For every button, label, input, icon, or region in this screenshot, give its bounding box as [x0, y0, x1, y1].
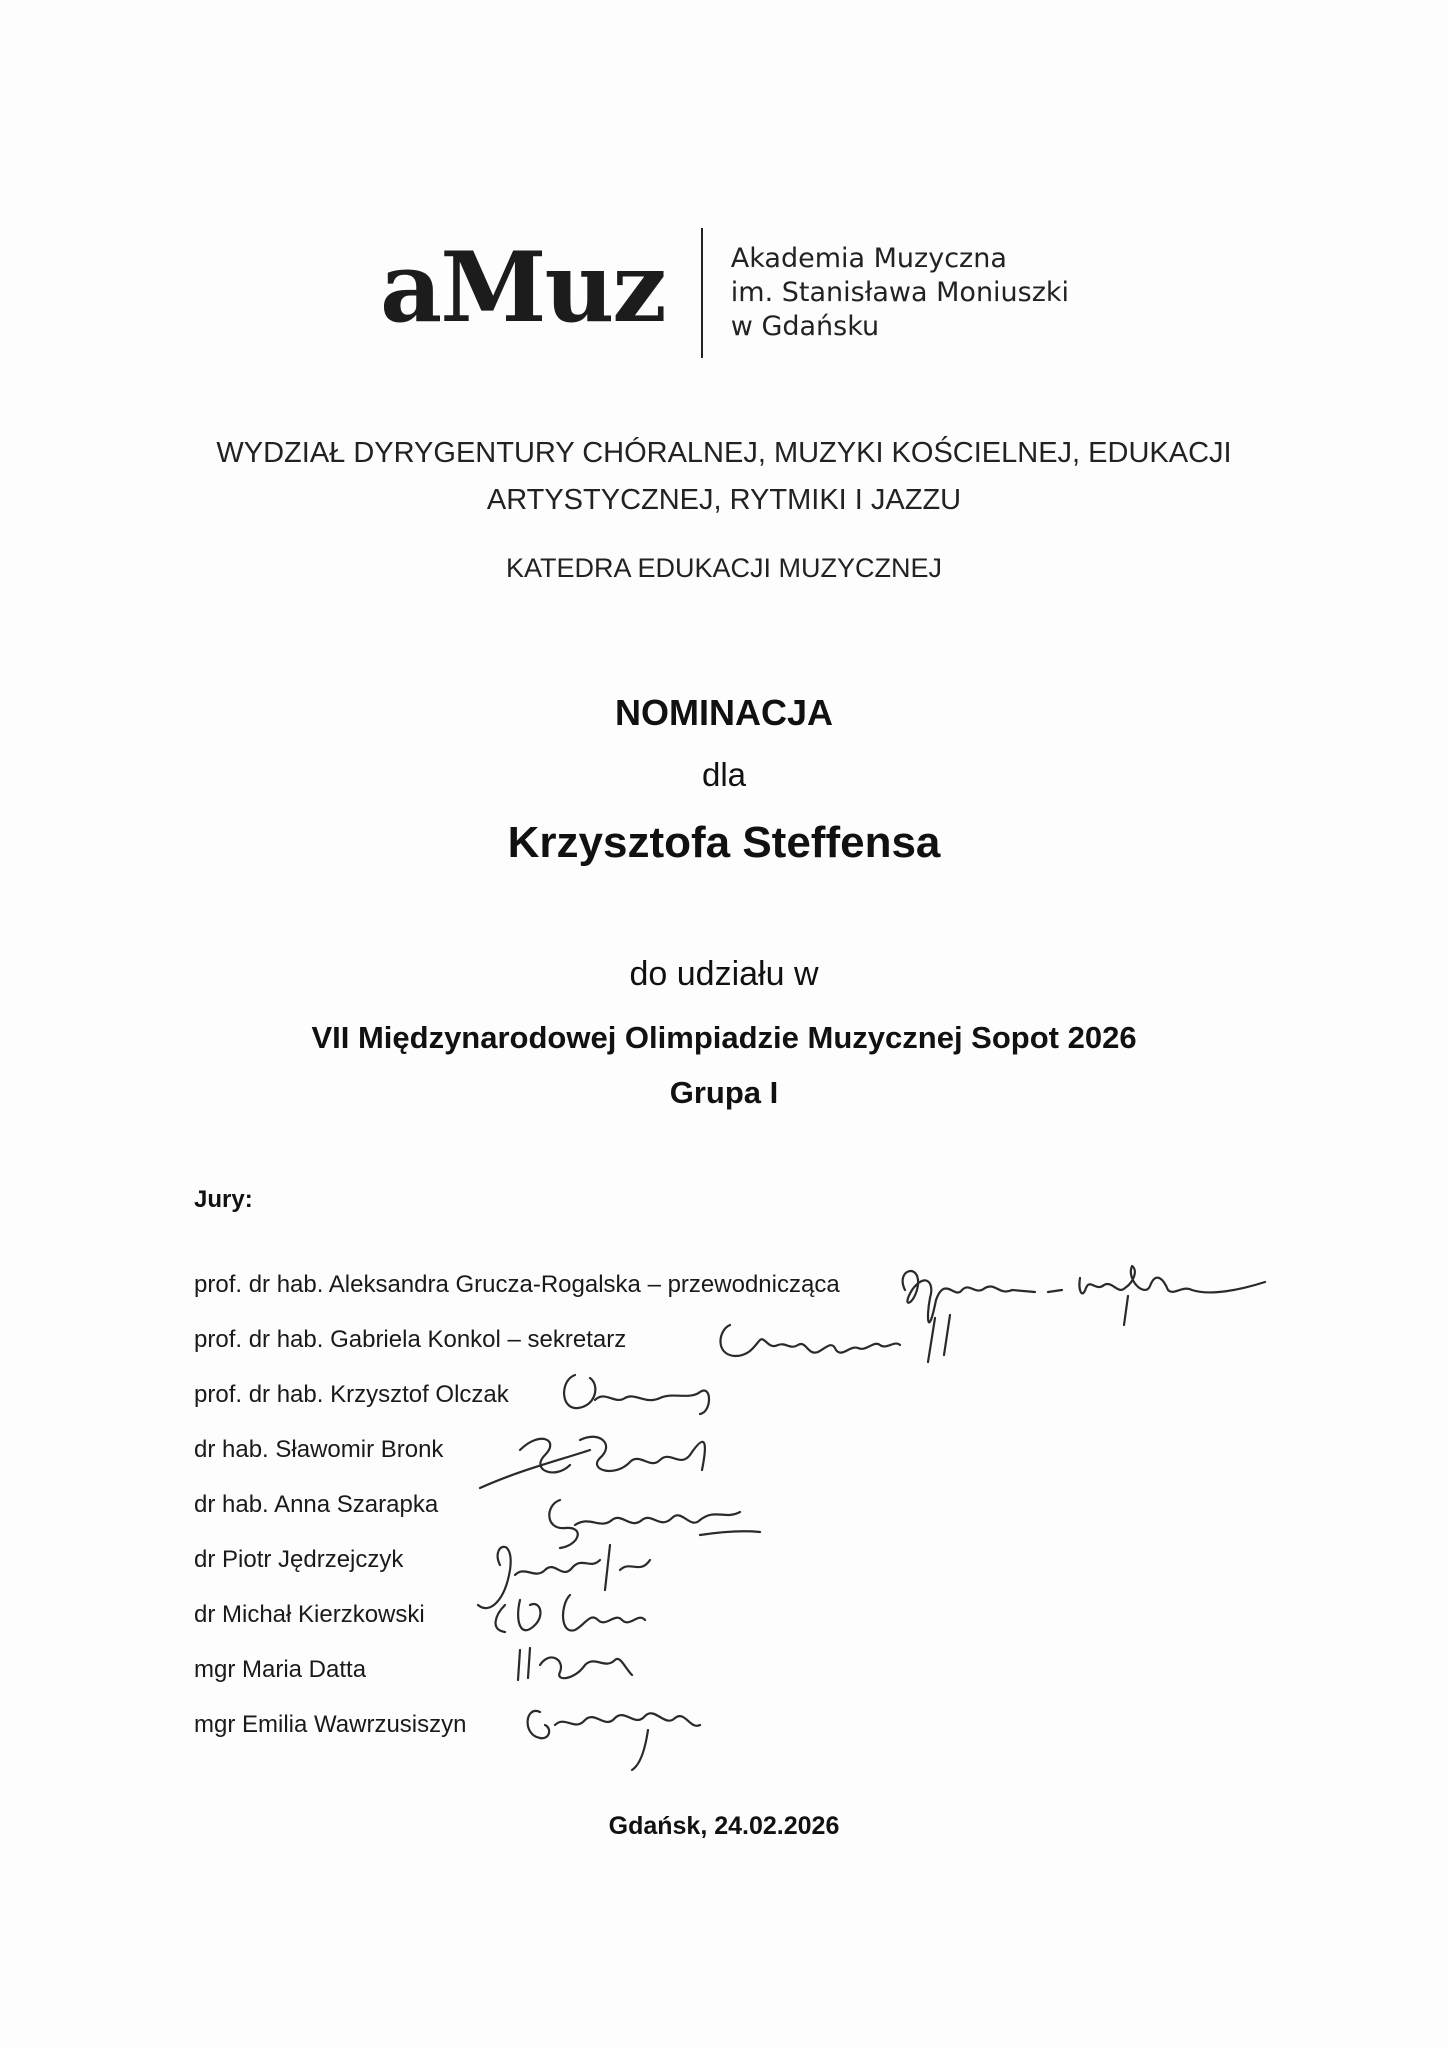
- signature-szarapka: [549, 1500, 760, 1548]
- jury-member: mgr Emilia Wawrzusiszyn: [194, 1711, 467, 1738]
- chair-name: KATEDRA EDUKACJI MUZYCZNEJ: [505, 553, 943, 583]
- signature-grucza-rogalska: [903, 1266, 1265, 1322]
- jury-member: dr Piotr Jędrzejczyk: [194, 1546, 404, 1573]
- faculty-line: ARTYSTYCZNEJ, RYTMIKI I JAZZU: [486, 484, 962, 516]
- jury-member: prof. dr hab. Gabriela Konkol – sekretarz: [194, 1326, 627, 1353]
- faculty-line: WYDZIAŁ DYRYGENTURY CHÓRALNEJ, MUZYKI KOŚCIELNEJ, EDUKACJI: [216, 437, 1232, 469]
- event-name: VII Międzynarodowej Olimpiadzie Muzycznej Sopot 2026: [311, 1020, 1137, 1055]
- signature-kierzkowski: [496, 1595, 645, 1632]
- signature-jedrzejczyk: [478, 1545, 650, 1608]
- document-title: NOMINACJA: [614, 692, 833, 733]
- jury-member: prof. dr hab. Aleksandra Grucza-Rogalska – przewodnicząca: [194, 1271, 840, 1298]
- jury-member: mgr Maria Datta: [194, 1656, 367, 1683]
- signature-datta: [518, 1648, 632, 1680]
- jury-member: dr hab. Sławomir Bronk: [194, 1436, 444, 1463]
- for-word: dla: [701, 756, 747, 793]
- signature-olczak: [564, 1375, 709, 1414]
- group-name: Grupa I: [669, 1075, 779, 1110]
- signature-wawrzusiszyn: [528, 1711, 700, 1770]
- logo-mark: aMuz: [380, 231, 665, 344]
- jury-member: dr hab. Anna Szarapka: [194, 1491, 439, 1518]
- place-and-date: Gdańsk, 24.02.2026: [608, 1812, 840, 1840]
- institution-line: im. Stanisława Moniuszki: [730, 277, 1070, 308]
- purpose-text: do udziału w: [629, 955, 819, 993]
- signature-konkol: [720, 1325, 900, 1356]
- jury-member: dr Michał Kierzkowski: [194, 1601, 425, 1628]
- signature-bronk: [480, 1437, 705, 1488]
- institution-line: Akademia Muzyczna: [730, 243, 1007, 274]
- jury-member: prof. dr hab. Krzysztof Olczak: [194, 1381, 509, 1408]
- jury-label: Jury:: [194, 1186, 253, 1213]
- recipient-name: Krzysztofa Steffensa: [507, 818, 941, 867]
- institution-line: w Gdańsku: [730, 311, 880, 342]
